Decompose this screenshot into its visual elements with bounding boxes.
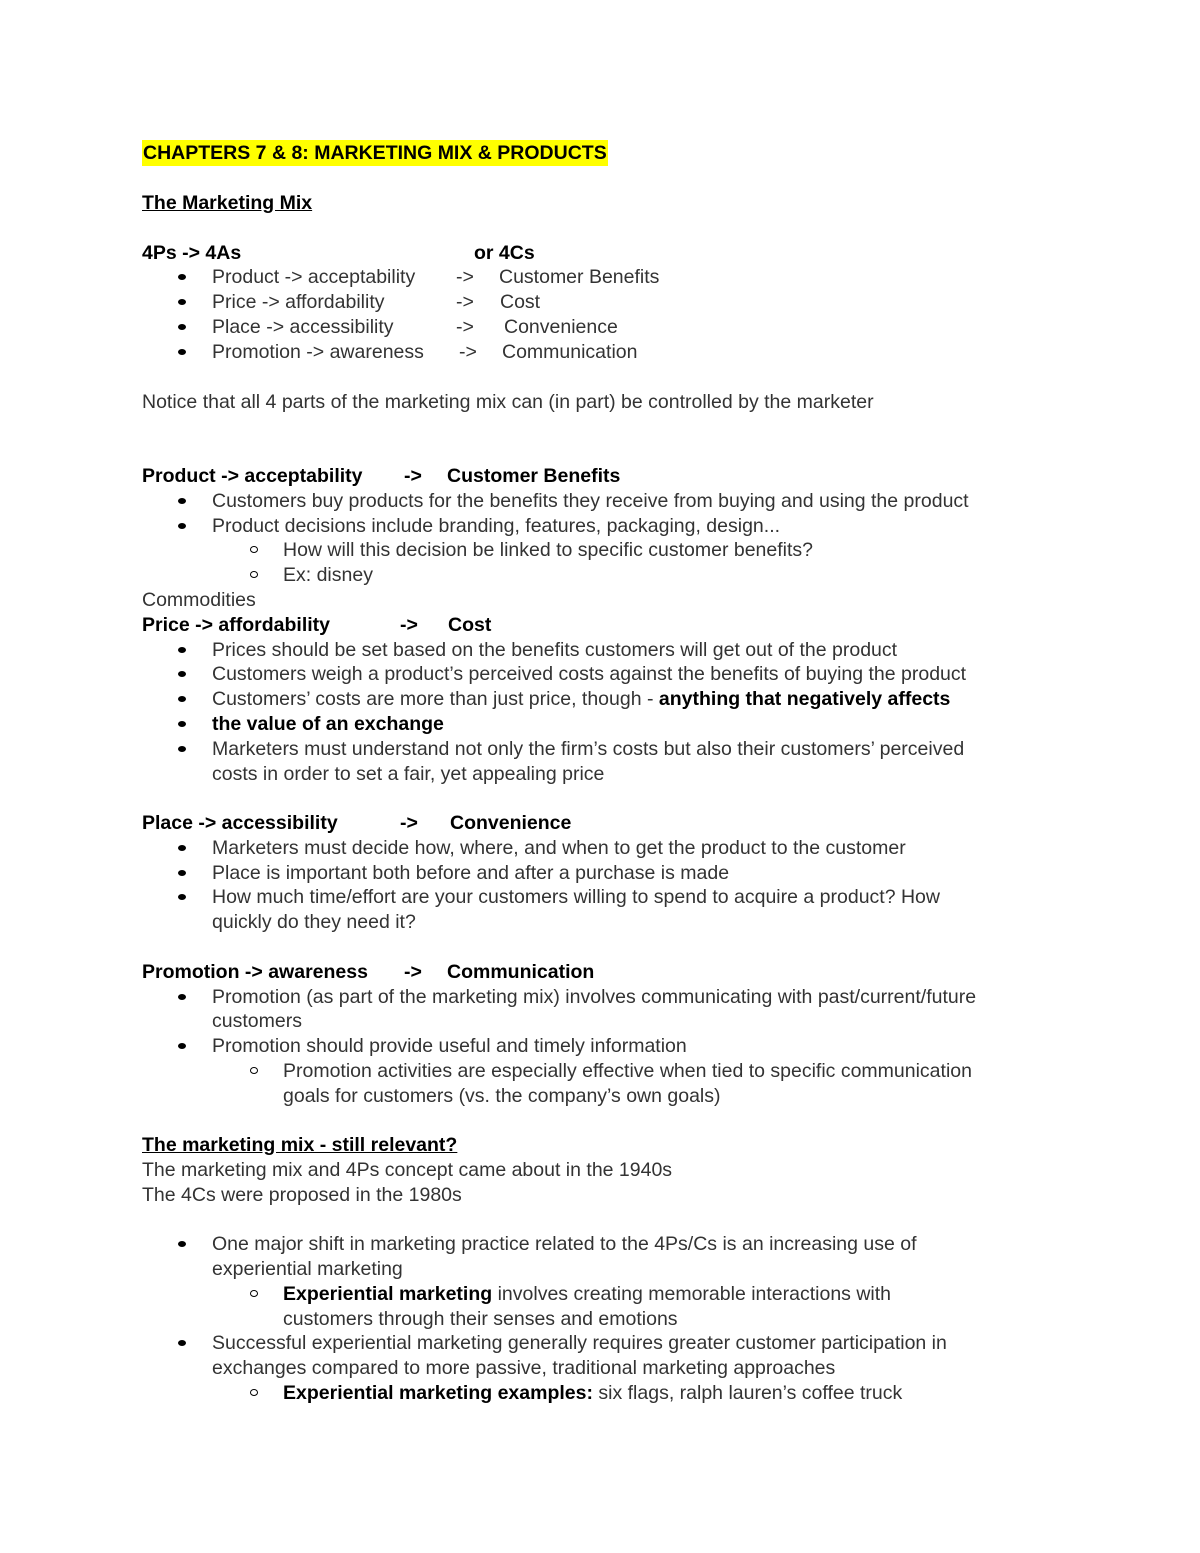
list-item: Successful experiential marketing generally requires greater customer participation in (212, 1332, 947, 1354)
list-item: Customers’ costs are more than just price, though - anything that negatively affects (212, 688, 951, 710)
list-item: Marketers must decide how, where, and when to get the product to the customer (212, 837, 906, 859)
list-item: Promotion should provide useful and timely information (212, 1035, 687, 1057)
list-item-continuation: experiential marketing (212, 1258, 403, 1280)
list-item-continuation: quickly do they need it? (212, 911, 416, 933)
list-item-continuation: the value of an exchange (212, 713, 444, 735)
place-heading: Place -> accessibility -> Convenience (142, 812, 572, 834)
list-item: How much time/effort are your customers willing to spend to acquire a product? How (212, 886, 940, 908)
sub-list-item: Ex: disney (283, 564, 373, 586)
product-heading: Product -> acceptability -> Customer Benefits (142, 465, 621, 487)
list-item: One major shift in marketing practice related to the 4Ps/Cs is an increasing use of (212, 1233, 917, 1255)
sub-list-item: Experiential marketing examples: six flags, ralph lauren’s coffee truck (283, 1382, 903, 1404)
list-item: Promotion (as part of the marketing mix) involves communicating with past/current/future (212, 986, 977, 1008)
commodities-label: Commodities (142, 589, 256, 611)
price-heading: Price -> affordability -> Cost (142, 614, 492, 636)
list-item: Prices should be set based on the benefits customers will get out of the product (212, 639, 898, 661)
marketing-mix-heading: The Marketing Mix (142, 192, 313, 214)
list-item: Product decisions include branding, features, packaging, design... (212, 515, 781, 537)
sub-list-item-continuation: goals for customers (vs. the company’s own goals) (283, 1085, 721, 1107)
promotion-heading: Promotion -> awareness -> Communication (142, 961, 595, 983)
notice-text: Notice that all 4 parts of the marketing mix can (in part) be controlled by the marketer (142, 391, 874, 413)
mix-item-place: Place -> accessibility -> Convenience (212, 316, 618, 338)
list-item-continuation: customers (212, 1010, 302, 1032)
sub-list-item: How will this decision be linked to specific customer benefits? (283, 539, 813, 561)
mix-item-product: Product -> acceptability -> Customer Benefits (212, 266, 660, 288)
list-item: Customers buy products for the benefits they receive from buying and using the product (212, 490, 969, 512)
list-item-continuation: exchanges compared to more passive, traditional marketing approaches (212, 1357, 836, 1379)
still-relevant-heading: The marketing mix - still relevant? (142, 1134, 458, 1156)
list-item-continuation: costs in order to set a fair, yet appealing price (212, 763, 605, 785)
four-cs-label: or 4Cs (474, 242, 535, 264)
mix-item-promotion: Promotion -> awareness -> Communication (212, 341, 638, 363)
list-item: Customers weigh a product’s perceived costs against the benefits of buying the product (212, 663, 967, 685)
sub-list-item: Experiential marketing involves creating memorable interactions with (283, 1283, 892, 1305)
list-item: Place is important both before and after a purchase is made (212, 862, 730, 884)
document-title: CHAPTERS 7 & 8: MARKETING MIX & PRODUCTS (143, 142, 607, 164)
four-ps-label: 4Ps -> 4As (142, 242, 242, 264)
mix-item-price: Price -> affordability -> Cost (212, 291, 541, 313)
paragraph: The marketing mix and 4Ps concept came about in the 1940s (142, 1159, 673, 1181)
list-item: Marketers must understand not only the firm’s costs but also their customers’ perceived (212, 738, 965, 760)
sub-list-item-continuation: customers through their senses and emotions (283, 1308, 678, 1330)
sub-list-item: Promotion activities are especially effective when tied to specific communication (283, 1060, 972, 1082)
paragraph: The 4Cs were proposed in the 1980s (142, 1184, 462, 1206)
